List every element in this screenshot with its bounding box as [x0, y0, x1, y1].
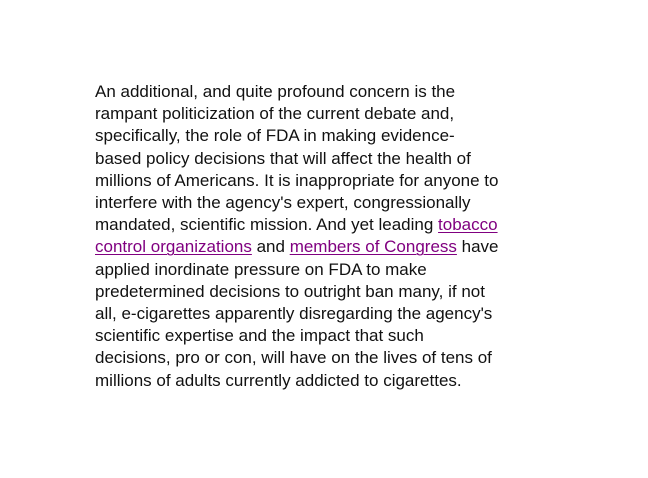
text-line-7 — [95, 214, 560, 236]
text-line-10: predetermined decisions to outright ban many, if not — [95, 281, 485, 301]
text-line-6: interfere with the agency's expert, congressionally — [95, 193, 471, 213]
text-line-1: An additional, and quite profound concern is the — [95, 82, 456, 101]
text-line-11: all, e-cigarettes apparently disregarding the agency's — [95, 304, 493, 324]
text-line-14: millions of adults currently addicted to cigarettes. — [95, 370, 462, 390]
text-line-7-lead: mandated, scientific mission. And yet leading — [95, 215, 439, 235]
link-members-of-congress[interactable]: members of Congress — [289, 237, 457, 257]
text-and: and — [251, 237, 290, 257]
text-line-2: rampant politicization of the current debate and, — [95, 104, 455, 124]
text-line-8 — [95, 236, 560, 258]
text-line-13: decisions, pro or con, will have on the lives of tens of — [95, 348, 492, 368]
text-line-9: applied inordinate pressure on FDA to make — [95, 259, 427, 279]
body-paragraph — [95, 81, 560, 392]
text-line-12: scientific expertise and the impact that such — [95, 326, 424, 346]
text-line-3: specifically, the role of FDA in making evidence- — [95, 126, 455, 146]
text-have: have — [456, 237, 499, 257]
text-line-5: millions of Americans. It is inappropriate for anyone to — [95, 170, 499, 190]
link-tobacco-control-organizations-part2[interactable]: control organizations — [95, 237, 252, 257]
text-line-4: based policy decisions that will affect the health of — [95, 148, 471, 168]
link-tobacco-control-organizations-part1[interactable]: tobacco — [438, 215, 498, 235]
